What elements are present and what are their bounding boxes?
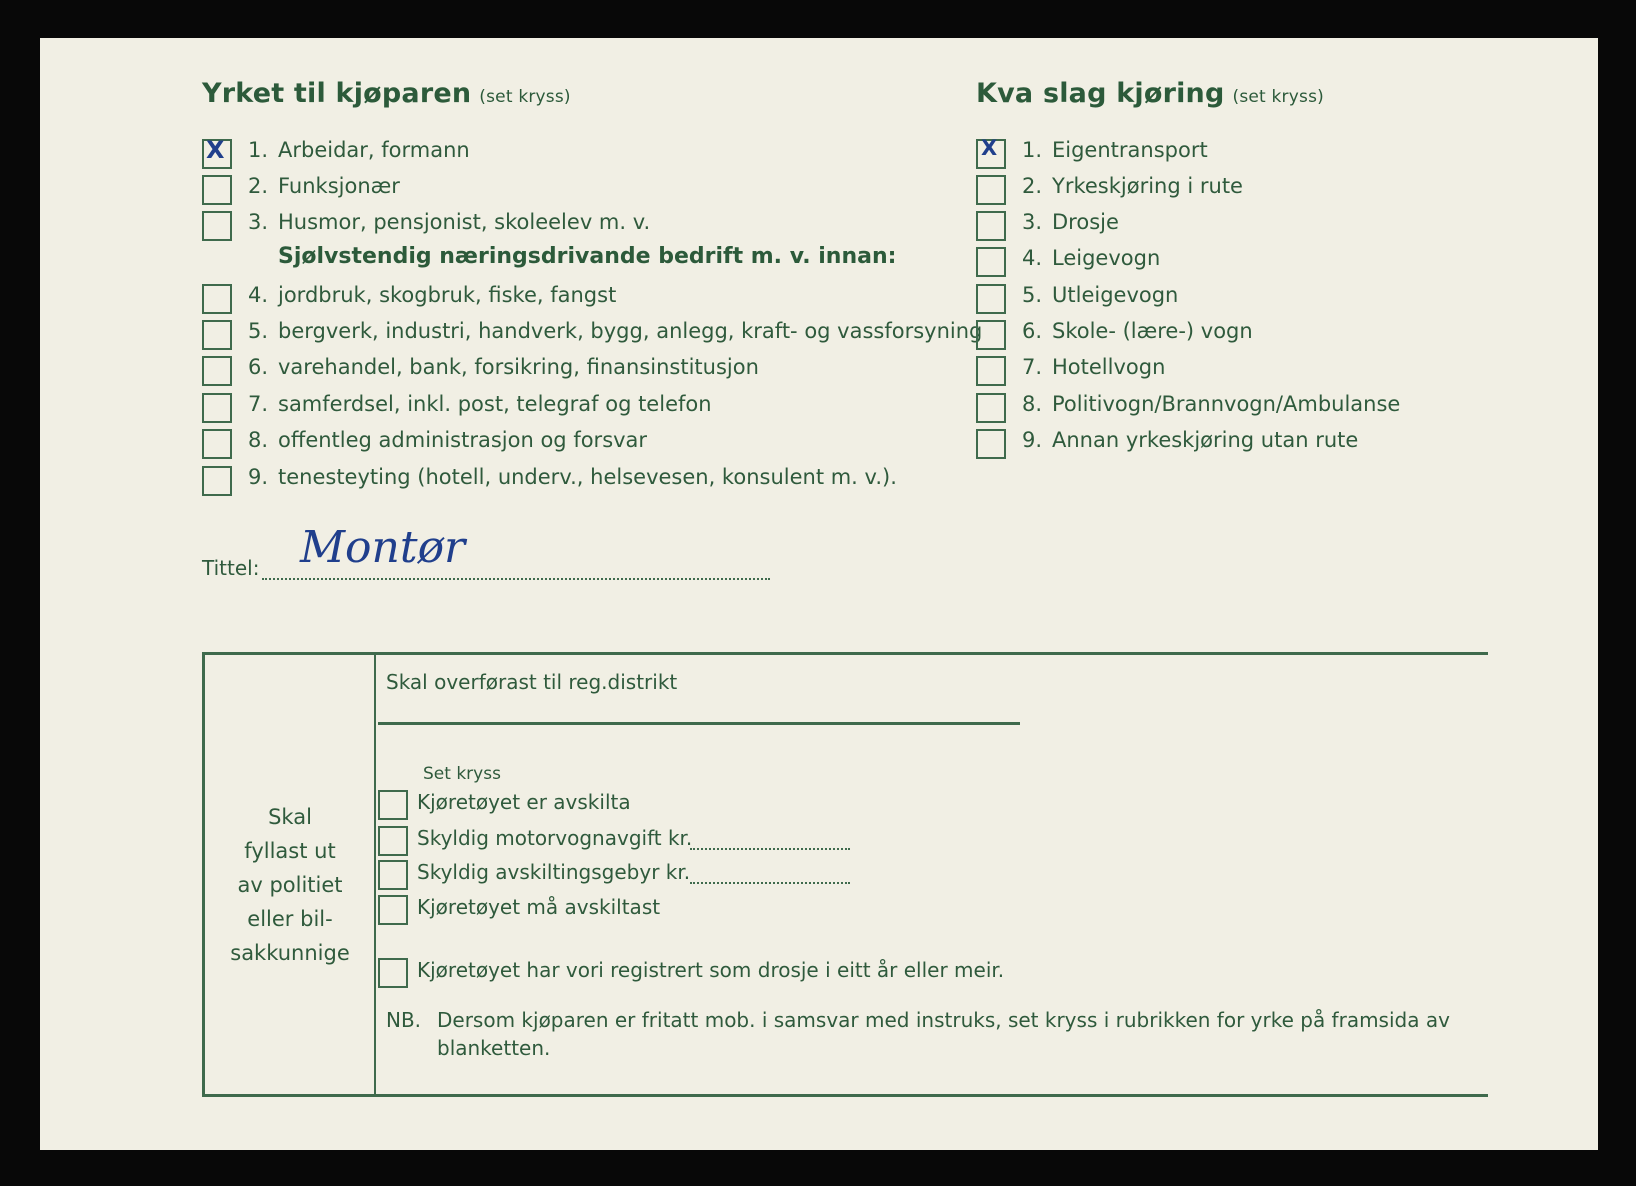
occupation-checkbox-2[interactable] xyxy=(202,175,232,205)
police-option-taxi-year: Kjøretøyet har vori registrert som drosje i eitt år eller meir. xyxy=(417,958,1005,982)
occupation-mark-1: X xyxy=(206,136,225,164)
occupation-item-4: 4. jordbruk, skogbruk, fiske, fangst xyxy=(248,283,617,307)
occupation-checkbox-8[interactable] xyxy=(202,429,232,459)
occupation-title: Yrket til kjøparen xyxy=(202,78,472,109)
motor-tax-amount-line[interactable] xyxy=(690,848,850,850)
set-kryss-label: Set kryss xyxy=(423,764,501,784)
driving-item-1: 1. Eigentransport xyxy=(1022,138,1208,162)
occupation-item-7: 7. samferdsel, inkl. post, telegraf og telefon xyxy=(248,392,712,416)
occupation-checkbox-6[interactable] xyxy=(202,356,232,386)
occupation-checkbox-7[interactable] xyxy=(202,393,232,423)
driving-checkbox-2[interactable] xyxy=(976,175,1006,205)
driving-checkbox-3[interactable] xyxy=(976,211,1006,241)
police-checkbox-deregistered[interactable] xyxy=(378,790,408,820)
driving-checkbox-9[interactable] xyxy=(976,429,1006,459)
driving-item-5: 5. Utleigevogn xyxy=(1022,283,1179,307)
occupation-item-8: 8. offentleg administrasjon og forsvar xyxy=(248,428,648,452)
occupation-item-3: 3. Husmor, pensjonist, skoleelev m. v. xyxy=(248,210,651,234)
police-side-label: Skal fyllast ut av politiet eller bil- sakkunnige xyxy=(230,805,350,965)
form-paper xyxy=(40,38,1598,1150)
police-option-plate-fee: Skyldig avskiltingsgebyr kr. xyxy=(417,860,691,884)
occupation-hint: (set kryss) xyxy=(479,87,571,107)
driving-item-9: 9. Annan yrkeskjøring utan rute xyxy=(1022,428,1359,452)
driving-checkbox-4[interactable] xyxy=(976,247,1006,277)
transfer-district-label: Skal overførast til reg.distrikt xyxy=(386,670,678,694)
self-employed-subheading: Sjølvstendig næringsdrivande bedrift m. v. innan: xyxy=(278,244,897,269)
plate-fee-amount-line[interactable] xyxy=(690,882,850,884)
police-section-bottom-border xyxy=(202,1094,1488,1097)
title-dotted-line xyxy=(262,578,770,580)
occupation-heading xyxy=(202,78,571,109)
occupation-item-6: 6. varehandel, bank, forsikring, finansinstitusjon xyxy=(248,355,759,379)
occupation-item-2: 2. Funksjonær xyxy=(248,174,400,198)
driving-item-4: 4. Leigevogn xyxy=(1022,246,1161,270)
occupation-item-5: 5. bergverk, industri, handverk, bygg, anlegg, kraft- og vassforsyning xyxy=(248,319,983,343)
occupation-checkbox-5[interactable] xyxy=(202,320,232,350)
driving-checkbox-7[interactable] xyxy=(976,356,1006,386)
police-checkbox-must-deregister[interactable] xyxy=(378,895,408,925)
police-checkbox-taxi-year[interactable] xyxy=(378,958,408,988)
occupation-checkbox-4[interactable] xyxy=(202,284,232,314)
driving-item-7: 7. Hotellvogn xyxy=(1022,355,1166,379)
driving-type-title: Kva slag kjøring xyxy=(976,78,1225,109)
police-option-must-deregister: Kjøretøyet må avskiltast xyxy=(417,895,661,919)
nb-line-2: blanketten. xyxy=(437,1036,551,1060)
police-checkbox-motor-tax[interactable] xyxy=(378,826,408,856)
title-handwritten-value[interactable]: Montør xyxy=(300,522,466,573)
driving-item-2: 2. Yrkeskjøring i rute xyxy=(1022,174,1243,198)
occupation-checkbox-9[interactable] xyxy=(202,466,232,496)
police-section-top-border xyxy=(202,652,1488,655)
nb-line-1: Dersom kjøparen er fritatt mob. i samsvar med instruks, set kryss i rubrikken for yrke på framsida av xyxy=(437,1008,1450,1032)
driving-checkbox-6[interactable] xyxy=(976,320,1006,350)
driving-mark-1: X xyxy=(981,136,998,160)
driving-checkbox-5[interactable] xyxy=(976,284,1006,314)
police-checkbox-plate-fee[interactable] xyxy=(378,860,408,890)
police-option-deregistered: Kjøretøyet er avskilta xyxy=(417,790,631,814)
nb-prefix: NB. xyxy=(386,1008,422,1032)
driving-item-3: 3. Drosje xyxy=(1022,210,1119,234)
occupation-item-9: 9. tenesteyting (hotell, underv., helsevesen, konsulent m. v.). xyxy=(248,465,897,489)
driving-item-8: 8. Politivogn/Brannvogn/Ambulanse xyxy=(1022,392,1401,416)
driving-checkbox-8[interactable] xyxy=(976,393,1006,423)
police-option-motor-tax: Skyldig motorvognavgift kr. xyxy=(417,826,693,850)
driving-type-heading xyxy=(976,78,1324,109)
driving-type-hint: (set kryss) xyxy=(1232,87,1324,107)
title-label: Tittel: xyxy=(202,556,260,580)
occupation-checkbox-3[interactable] xyxy=(202,211,232,241)
occupation-item-1: 1. Arbeidar, formann xyxy=(248,138,470,162)
driving-item-6: 6. Skole- (lære-) vogn xyxy=(1022,319,1253,343)
transfer-district-line[interactable] xyxy=(378,722,1020,725)
